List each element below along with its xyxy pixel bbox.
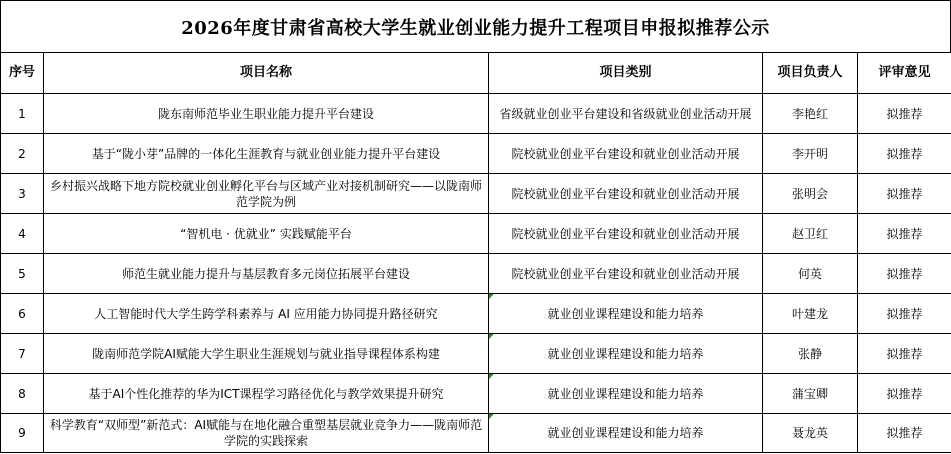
comment-indicator-icon bbox=[489, 294, 494, 299]
cell-category-text: 就业创业课程建设和能力培养 bbox=[547, 346, 704, 361]
cell-opinion-text: 拟推荐 bbox=[886, 146, 923, 161]
table-row bbox=[1, 174, 951, 214]
cell-project-name[interactable] bbox=[44, 174, 489, 214]
table-row bbox=[1, 374, 951, 414]
cell-leader-text: 叶建龙 bbox=[791, 306, 828, 321]
cell-opinion[interactable] bbox=[858, 414, 951, 453]
cell-project-name[interactable] bbox=[44, 414, 489, 453]
header-leader[interactable]: 项目负责人 bbox=[763, 53, 858, 94]
cell-leader-text: 聂龙英 bbox=[791, 426, 828, 440]
cell-project-name-text: 陇东南师范毕业生职业能力提升平台建设 bbox=[157, 106, 374, 121]
cell-category-text: 就业创业课程建设和能力培养 bbox=[547, 386, 704, 401]
cell-project-name-text: 乡村振兴战略下地方院校就业创业孵化平台与区域产业对接机制研究——以陇南师范学院为例 bbox=[49, 178, 482, 209]
cell-opinion[interactable] bbox=[858, 254, 951, 294]
cell-project-name-text: 师范生就业能力提升与基层教育多元岗位拓展平台建设 bbox=[121, 266, 410, 281]
cell-opinion-text: 拟推荐 bbox=[886, 226, 923, 241]
header-index[interactable]: 序号 bbox=[1, 53, 44, 94]
cell-index-text: 2 bbox=[18, 146, 26, 161]
cell-leader[interactable] bbox=[763, 414, 858, 453]
cell-category[interactable] bbox=[489, 134, 763, 174]
table-row bbox=[1, 254, 951, 294]
header-opinion[interactable]: 评审意见 bbox=[858, 53, 951, 94]
cell-project-name[interactable] bbox=[44, 374, 489, 414]
cell-category[interactable] bbox=[489, 374, 763, 414]
cell-category-text: 院校就业创业平台建设和就业创业活动开展 bbox=[511, 226, 740, 241]
cell-category[interactable] bbox=[489, 414, 763, 453]
cell-leader-text: 赵卫红 bbox=[791, 226, 828, 241]
cell-category[interactable] bbox=[489, 174, 763, 214]
cell-opinion[interactable] bbox=[858, 334, 951, 374]
cell-category-text: 院校就业创业平台建设和就业创业活动开展 bbox=[511, 146, 740, 161]
cell-index[interactable] bbox=[1, 214, 44, 254]
cell-project-name-text: 基于“陇小芽”品牌的一体化生涯教育与就业创业能力提升平台建设 bbox=[91, 146, 441, 161]
cell-index-text: 9 bbox=[18, 426, 26, 440]
table-row bbox=[1, 294, 951, 334]
cell-leader[interactable] bbox=[763, 294, 858, 334]
header-row bbox=[1, 53, 951, 94]
cell-opinion-text: 拟推荐 bbox=[886, 186, 923, 201]
cell-leader[interactable] bbox=[763, 374, 858, 414]
cell-project-name[interactable] bbox=[44, 254, 489, 294]
cell-leader[interactable] bbox=[763, 214, 858, 254]
cell-leader-text: 李开明 bbox=[791, 146, 828, 161]
cell-category-text: 院校就业创业平台建设和就业创业活动开展 bbox=[511, 266, 740, 281]
cell-opinion-text: 拟推荐 bbox=[886, 426, 923, 440]
cell-opinion-text: 拟推荐 bbox=[886, 106, 923, 121]
comment-indicator-icon bbox=[489, 414, 494, 419]
cell-index-text: 5 bbox=[18, 266, 26, 281]
cell-index[interactable] bbox=[1, 134, 44, 174]
cell-opinion[interactable] bbox=[858, 294, 951, 334]
cell-leader-text: 张静 bbox=[797, 346, 822, 361]
cell-project-name-text: 陇南师范学院AI赋能大学生职业生涯规划与就业指导课程体系构建 bbox=[92, 346, 440, 361]
cell-category[interactable] bbox=[489, 254, 763, 294]
cell-opinion[interactable] bbox=[858, 214, 951, 254]
cell-index-text: 8 bbox=[18, 386, 26, 401]
table-row bbox=[1, 414, 951, 453]
cell-category-text: 院校就业创业平台建设和就业创业活动开展 bbox=[511, 186, 740, 201]
cell-category[interactable] bbox=[489, 214, 763, 254]
cell-category-text: 就业创业课程建设和能力培养 bbox=[547, 306, 704, 321]
comment-indicator-icon bbox=[489, 334, 494, 339]
cell-leader[interactable] bbox=[763, 254, 858, 294]
comment-indicator-icon bbox=[489, 374, 494, 379]
project-table bbox=[0, 52, 951, 453]
header-name[interactable]: 项目名称 bbox=[44, 53, 489, 94]
cell-index-text: 1 bbox=[18, 106, 26, 121]
cell-leader-text: 何英 bbox=[797, 266, 822, 281]
table-row bbox=[1, 214, 951, 254]
cell-leader[interactable] bbox=[763, 134, 858, 174]
cell-index-text: 4 bbox=[18, 226, 26, 241]
cell-leader[interactable] bbox=[763, 334, 858, 374]
cell-project-name[interactable] bbox=[44, 134, 489, 174]
cell-category-text: 省级就业创业平台建设和省级就业创业活动开展 bbox=[499, 106, 752, 121]
cell-category[interactable] bbox=[489, 294, 763, 334]
cell-opinion[interactable] bbox=[858, 94, 951, 134]
cell-leader-text: 张明会 bbox=[791, 186, 828, 201]
cell-index[interactable] bbox=[1, 254, 44, 294]
cell-project-name[interactable] bbox=[44, 94, 489, 134]
cell-opinion[interactable] bbox=[858, 174, 951, 214]
cell-category[interactable] bbox=[489, 334, 763, 374]
cell-index[interactable] bbox=[1, 94, 44, 134]
cell-leader[interactable] bbox=[763, 94, 858, 134]
cell-index[interactable] bbox=[1, 414, 44, 453]
cell-project-name-text: 基于AI个性化推荐的华为ICT课程学习路径优化与教学效果提升研究 bbox=[88, 386, 444, 401]
cell-index[interactable] bbox=[1, 174, 44, 214]
cell-leader[interactable] bbox=[763, 174, 858, 214]
cell-project-name-text: “智机电 · 优就业” 实践赋能平台 bbox=[180, 226, 352, 241]
table-row bbox=[1, 94, 951, 134]
cell-index[interactable] bbox=[1, 374, 44, 414]
cell-leader-text: 李艳红 bbox=[791, 106, 828, 121]
table-row bbox=[1, 334, 951, 374]
cell-index-text: 7 bbox=[18, 346, 26, 361]
cell-leader-text: 蒲宝卿 bbox=[791, 386, 828, 401]
cell-category[interactable] bbox=[489, 94, 763, 134]
cell-index[interactable] bbox=[1, 294, 44, 334]
cell-opinion[interactable] bbox=[858, 374, 951, 414]
cell-index-text: 3 bbox=[18, 186, 26, 201]
table-row bbox=[1, 134, 951, 174]
table-body bbox=[1, 94, 951, 453]
cell-project-name[interactable] bbox=[44, 214, 489, 254]
cell-index[interactable] bbox=[1, 334, 44, 374]
cell-opinion-text: 拟推荐 bbox=[886, 306, 923, 321]
header-category[interactable]: 项目类别 bbox=[489, 53, 763, 94]
cell-project-name[interactable] bbox=[44, 294, 489, 334]
cell-opinion-text: 拟推荐 bbox=[886, 386, 923, 401]
cell-category-text: 就业创业课程建设和能力培养 bbox=[547, 426, 704, 440]
cell-opinion-text: 拟推荐 bbox=[886, 346, 923, 361]
cell-opinion-text: 拟推荐 bbox=[886, 266, 923, 281]
cell-project-name-text: 人工智能时代大学生跨学科素养与 AI 应用能力协同提升路径研究 bbox=[94, 306, 438, 321]
page-title: 2026年度甘肃省高校大学生就业创业能力提升工程项目申报拟推荐公示 bbox=[0, 0, 951, 52]
cell-project-name-text: 科学教育“双师型”新范式：AI赋能与在地化融合重塑基层就业竞争力——陇南师范学院的实践探索 bbox=[49, 418, 483, 448]
cell-project-name[interactable] bbox=[44, 334, 489, 374]
cell-opinion[interactable] bbox=[858, 134, 951, 174]
cell-index-text: 6 bbox=[18, 306, 26, 321]
